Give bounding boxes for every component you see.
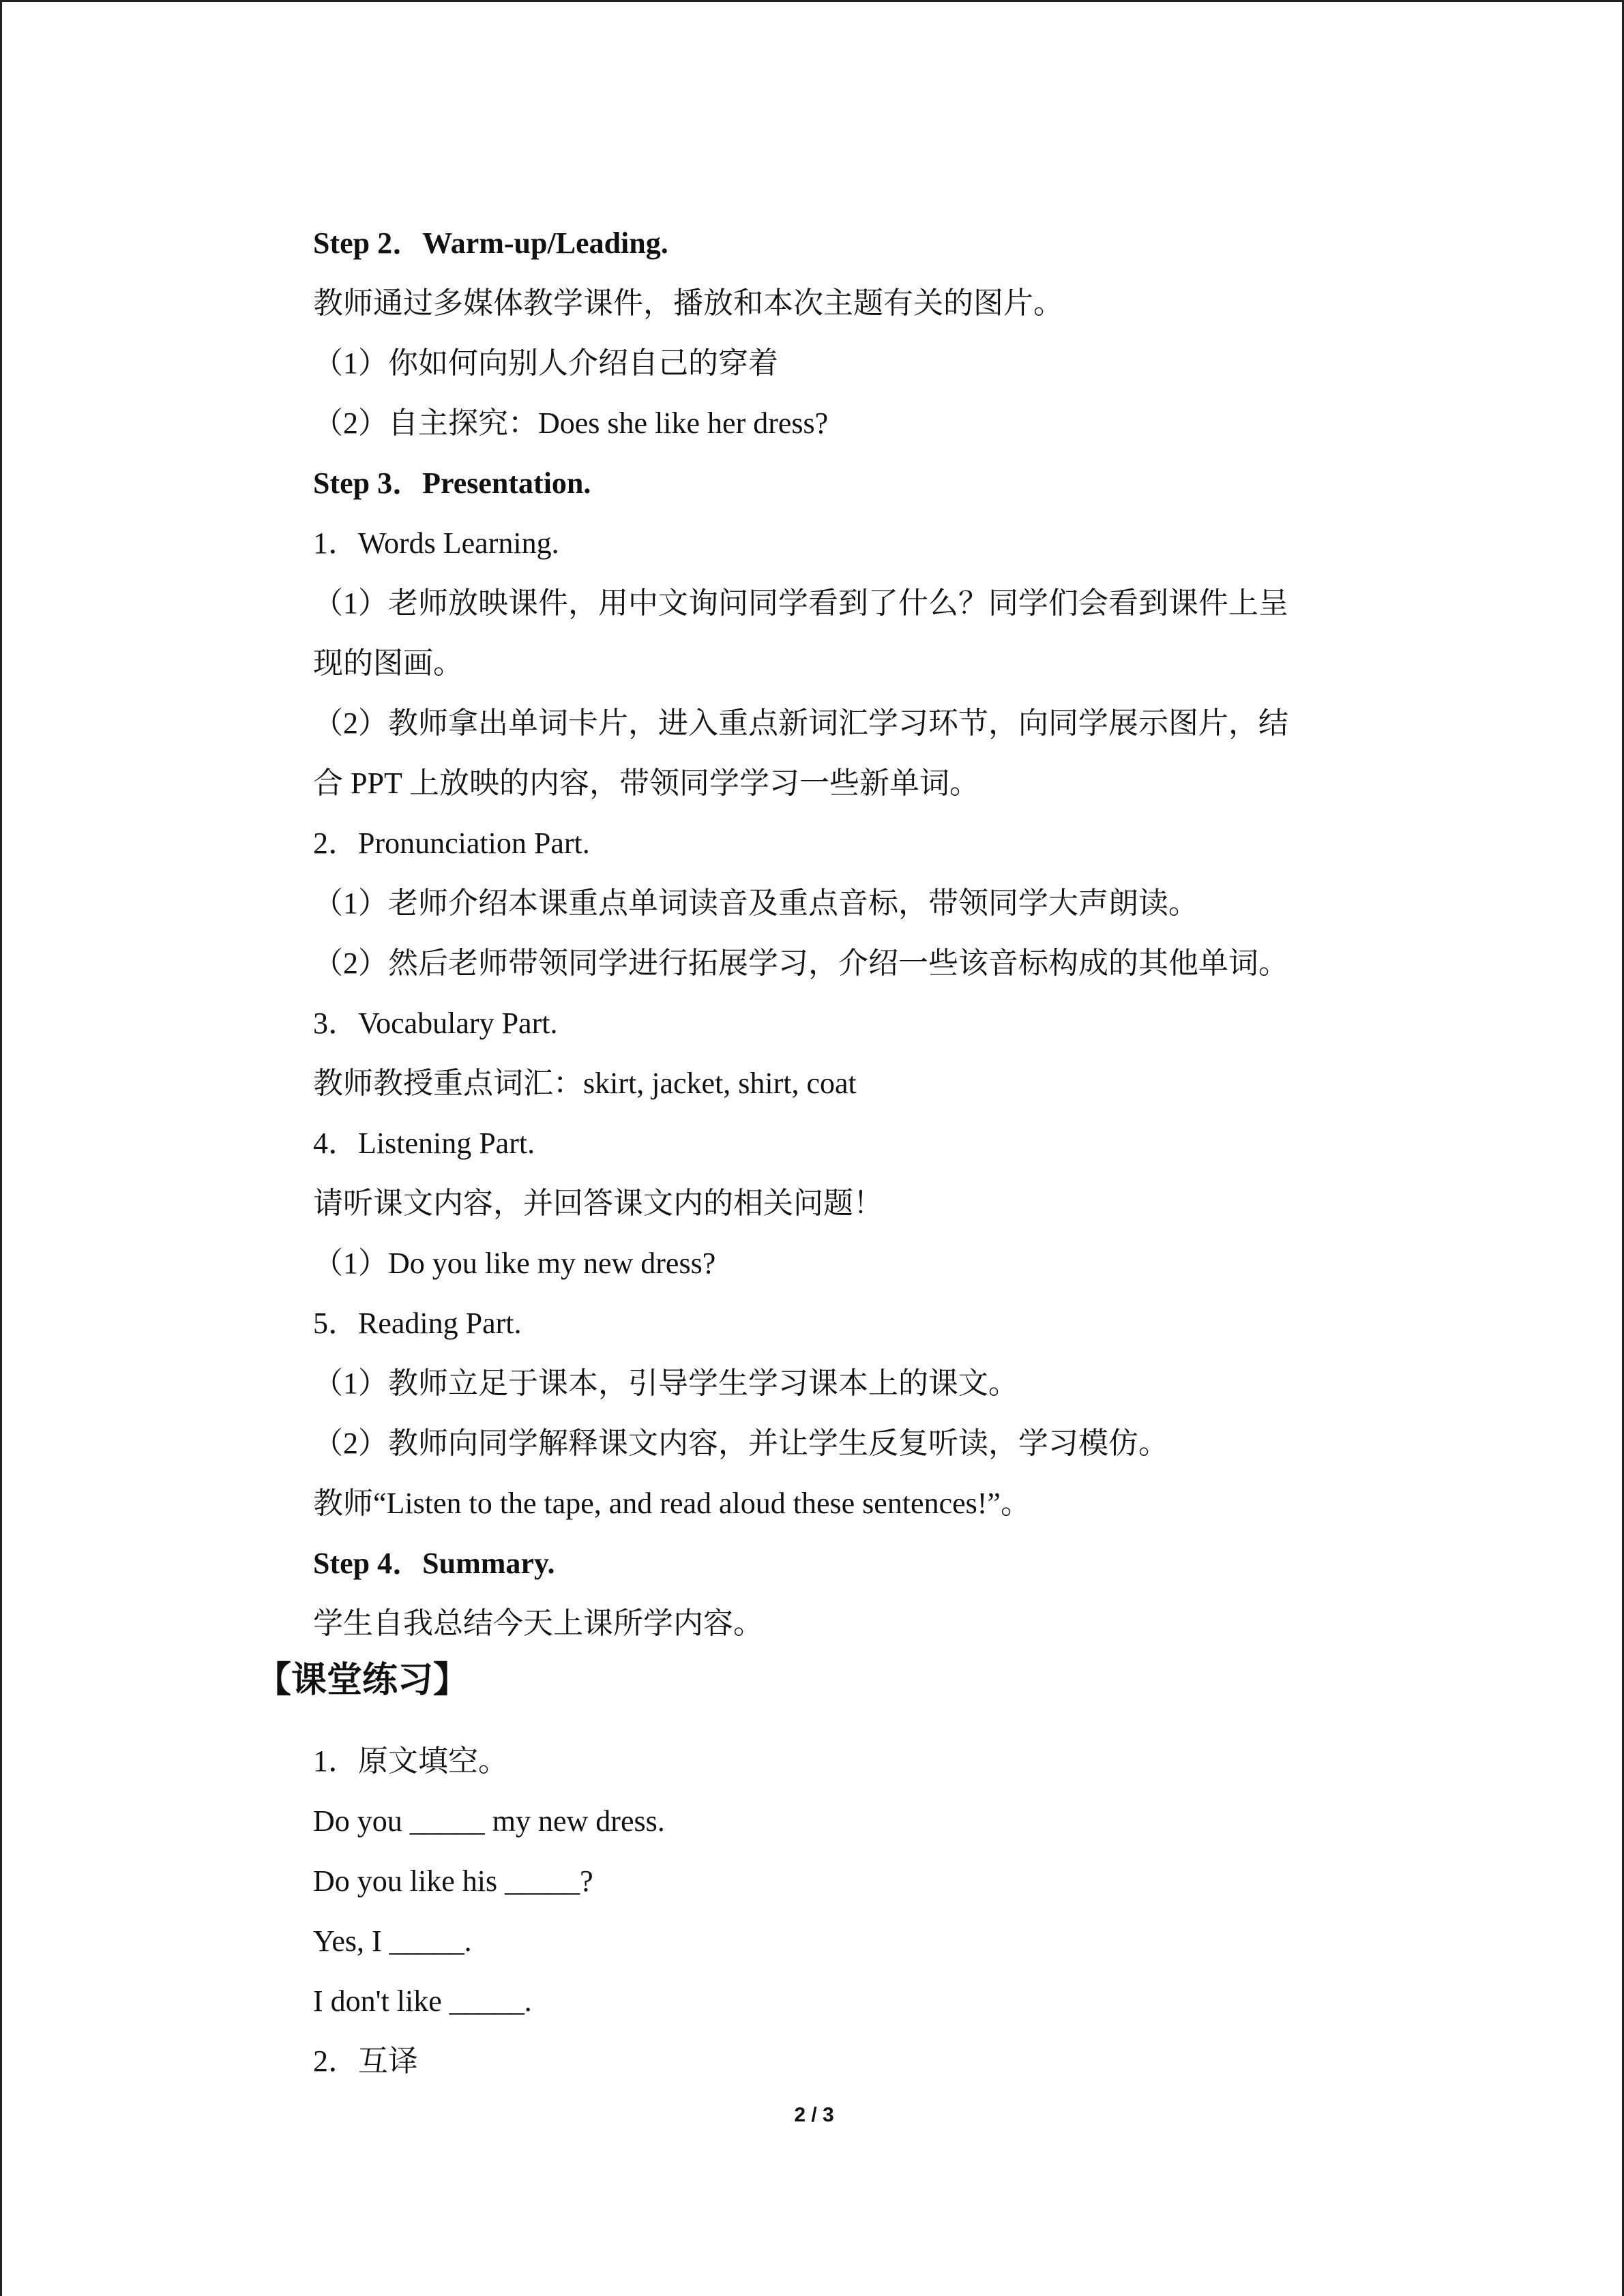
subheading-vocabulary: 3．Vocabulary Part. <box>313 1007 558 1040</box>
step-4-heading: Step 4．Summary. <box>313 1547 555 1580</box>
paragraph-line: 请听课文内容，并回答课文内的相关问题！ <box>313 1187 883 1220</box>
page-number: 2 / 3 <box>794 2104 834 2126</box>
paragraph-line: （2）然后老师带领同学进行拓展学习，介绍一些该音标构成的其他单词。 <box>313 946 1288 980</box>
paragraph-line: （1）Do you like my new dress? <box>313 1247 716 1280</box>
exercise-item: 1．原文填空。 <box>313 1744 508 1778</box>
subheading-reading: 5．Reading Part. <box>313 1307 522 1340</box>
paragraph-line: 学生自我总结今天上课所学内容。 <box>313 1607 763 1640</box>
paragraph-line: （1）教师立足于课本，引导学生学习课本上的课文。 <box>313 1367 1018 1400</box>
subheading-words-learning: 1．Words Learning. <box>313 526 559 560</box>
fill-blank-line: Yes, I _____. <box>313 1924 472 1958</box>
paragraph-line: 教师教授重点词汇：skirt, jacket, shirt, coat <box>313 1067 857 1100</box>
step-2-heading: Step 2．Warm-up/Leading. <box>313 226 668 260</box>
exercise-item: 2．互译 <box>313 2044 418 2078</box>
subheading-pronunciation: 2．Pronunciation Part. <box>313 826 590 860</box>
paragraph-line: （2）教师拿出单词卡片，进入重点新词汇学习环节，向同学展示图片，结 <box>313 706 1288 740</box>
lesson-steps <box>313 213 1377 1654</box>
section-heading: 【课堂练习】 <box>256 1660 469 1701</box>
paragraph-line: （1）老师放映课件，用中文询问同学看到了什么？同学们会看到课件上呈 <box>313 586 1288 620</box>
step-3-heading: Step 3．Presentation. <box>313 466 591 500</box>
paragraph-line: 合 PPT 上放映的内容，带领同学学习一些新单词。 <box>313 766 980 800</box>
paragraph-line: （1）你如何向别人介绍自己的穿着 <box>313 346 778 380</box>
exercise-list <box>313 1731 1377 2091</box>
fill-blank-line: Do you like his _____? <box>313 1864 593 1898</box>
fill-blank-line: I don't like _____. <box>313 1984 532 2018</box>
paragraph-line: 教师“Listen to the tape, and read aloud these sentences!”。 <box>313 1487 1031 1520</box>
paragraph-line: （1）老师介绍本课重点单词读音及重点音标，带领同学大声朗读。 <box>313 886 1198 920</box>
paragraph-line: 教师通过多媒体教学课件，播放和本次主题有关的图片。 <box>313 286 1063 320</box>
paragraph-line: 现的图画。 <box>313 646 463 680</box>
paragraph-line: （2）自主探究：Does she like her dress? <box>313 406 829 440</box>
paragraph-line: （2）教师向同学解释课文内容，并让学生反复听读，学习模仿。 <box>313 1427 1168 1460</box>
fill-blank-line: Do you _____ my new dress. <box>313 1804 665 1838</box>
subheading-listening: 4．Listening Part. <box>313 1127 535 1160</box>
